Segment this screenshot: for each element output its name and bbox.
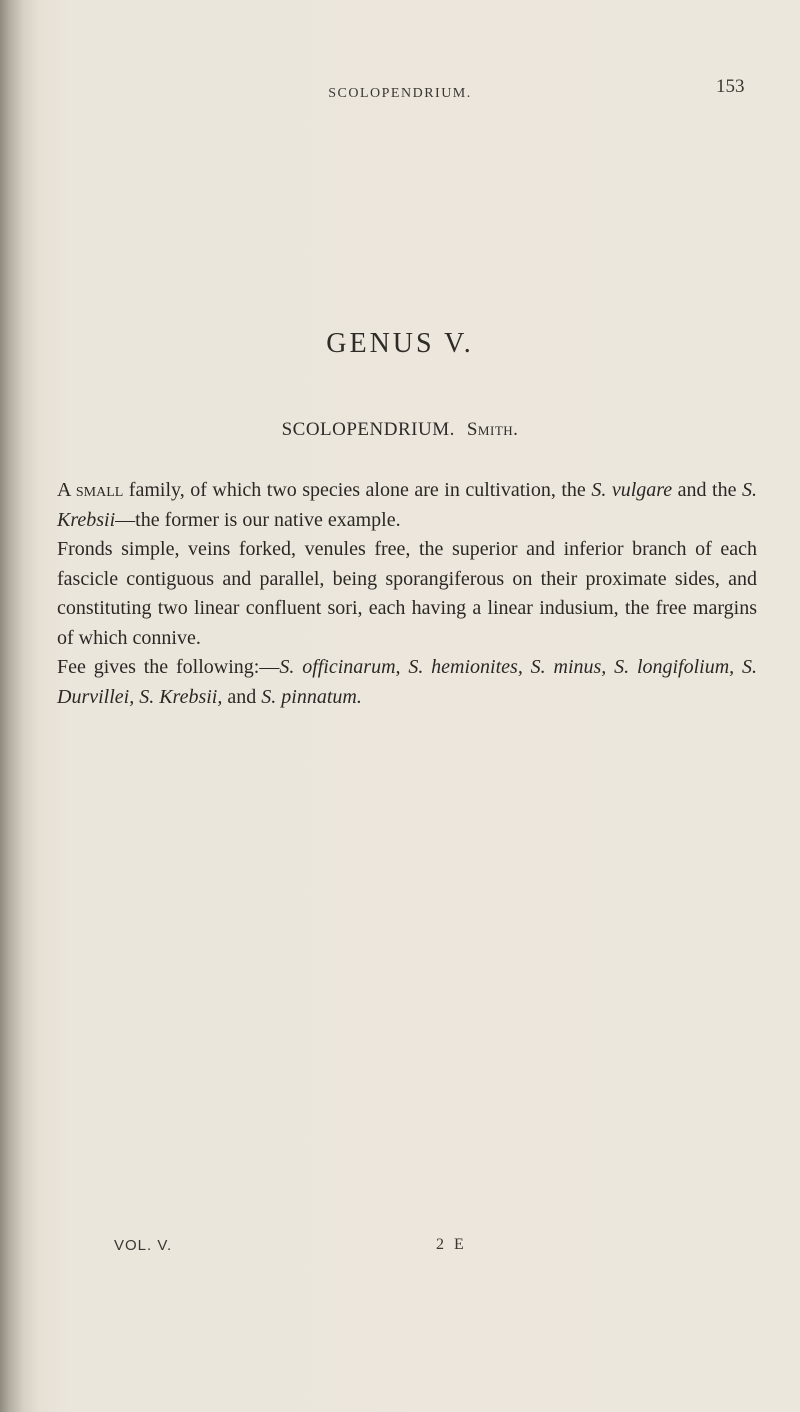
signature-mark: 2 E (436, 1236, 467, 1253)
page-number: 153 (716, 76, 745, 97)
paragraph-description: Fronds simple, veins forked, venules free, the superior and inferior branch of each fascicle contiguous and parallel, being sporangiferous on their proximate sides, and constituting two linear confluent sori, each having a linear indusium, the free margins of which connive. (57, 538, 757, 649)
lead-words: A small (57, 479, 124, 501)
paragraph-species-list (57, 653, 757, 712)
text-run: Fee gives the following:— (57, 656, 280, 678)
genus-author: Smith. (466, 419, 519, 440)
species-name: S. Krebsii (57, 479, 757, 531)
volume-label: VOL. V. (114, 1237, 173, 1254)
running-title: SCOLOPENDRIUM. (328, 86, 472, 101)
species-list: S. officinarum, S. hemionites, S. minus, S. longifolium, S. Durvillei, S. Krebsii, (57, 656, 757, 708)
paragraph-intro (57, 476, 757, 535)
genus-name-text: SCOLOPENDRIUM. (281, 419, 455, 440)
genus-name (0, 419, 800, 441)
text-run: —the former is our native example. (115, 508, 401, 531)
text-run: family, of which two species alone are in cultivation, the (123, 479, 592, 501)
species-name: S. vulgare (591, 479, 673, 501)
text-run: and (222, 685, 262, 708)
text-run: and the (672, 479, 742, 501)
species-name: S. pinnatum. (261, 685, 362, 708)
genus-heading: GENUS V. (326, 328, 474, 359)
body-text (57, 476, 757, 712)
